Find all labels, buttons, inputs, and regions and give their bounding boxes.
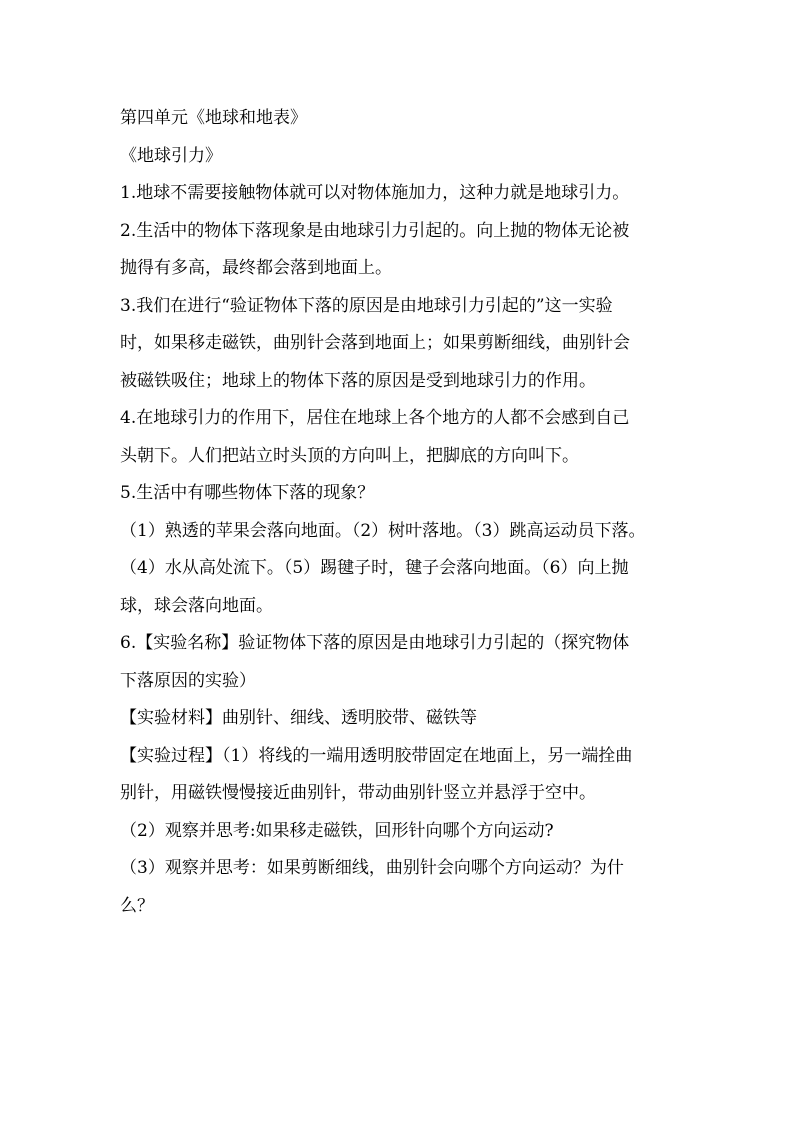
text-line: 4.在地球引力的作用下，居住在地球上各个地方的人都不会感到自己: [120, 408, 630, 428]
text-line: 么？: [120, 895, 154, 916]
text-line: 【实验材料】曲别针、细线、透明胶带、磁铁等: [120, 708, 477, 728]
text-line: 被磁铁吸住；地球上的物体下落的原因是受到地球引力的作用。: [120, 370, 596, 391]
text-line: 抛得有多高，最终都会落到地面上。: [120, 258, 392, 278]
text-line: 球，球会落向地面。: [120, 595, 273, 616]
text-line: 【实验过程】（1）将线的一端用透明胶带固定在地面上，另一端拴曲: [120, 745, 633, 766]
lesson-title: 《地球引力》: [120, 145, 222, 166]
text-line: 2.生活中的物体下落现象是由地球引力引起的。向上抛的物体无论被: [120, 220, 630, 241]
text-line: 3.我们在进行“验证物体下落的原因是由地球引力引起的”这一实验: [120, 295, 613, 316]
text-line: 头朝下。人们把站立时头顶的方向叫上，把脚底的方向叫下。: [120, 445, 579, 466]
text-line: 1.地球不需要接触物体就可以对物体施加力，这种力就是地球引力。: [120, 183, 630, 203]
text-line: 别针，用磁铁慢慢接近曲别针，带动曲别针竖立并悬浮于空中。: [120, 783, 596, 803]
text-line: （3）观察并思考：如果剪断细线，曲别针会向哪个方向运动？为什: [120, 858, 624, 878]
text-line: （4）水从高处流下。（5）踢毽子时，毽子会落向地面。（6）向上抛: [120, 558, 629, 578]
text-line: 6.【实验名称】验证物体下落的原因是由地球引力引起的（探究物体: [120, 633, 630, 653]
text-line: 下落原因的实验）: [120, 670, 256, 691]
text-line: 时，如果移走磁铁，曲别针会落到地面上；如果剪断细线，曲别针会: [120, 333, 630, 353]
text-line: （2）观察并思考:如果移走磁铁，回形针向哪个方向运动?: [120, 820, 554, 841]
document-body: [120, 100, 680, 925]
text-line: 5.生活中有哪些物体下落的现象？: [120, 483, 375, 503]
text-line: （1）熟透的苹果会落向地面。（2）树叶落地。（3）跳高运动员下落。: [120, 520, 646, 541]
unit-title: 第四单元《地球和地表》: [120, 108, 307, 128]
